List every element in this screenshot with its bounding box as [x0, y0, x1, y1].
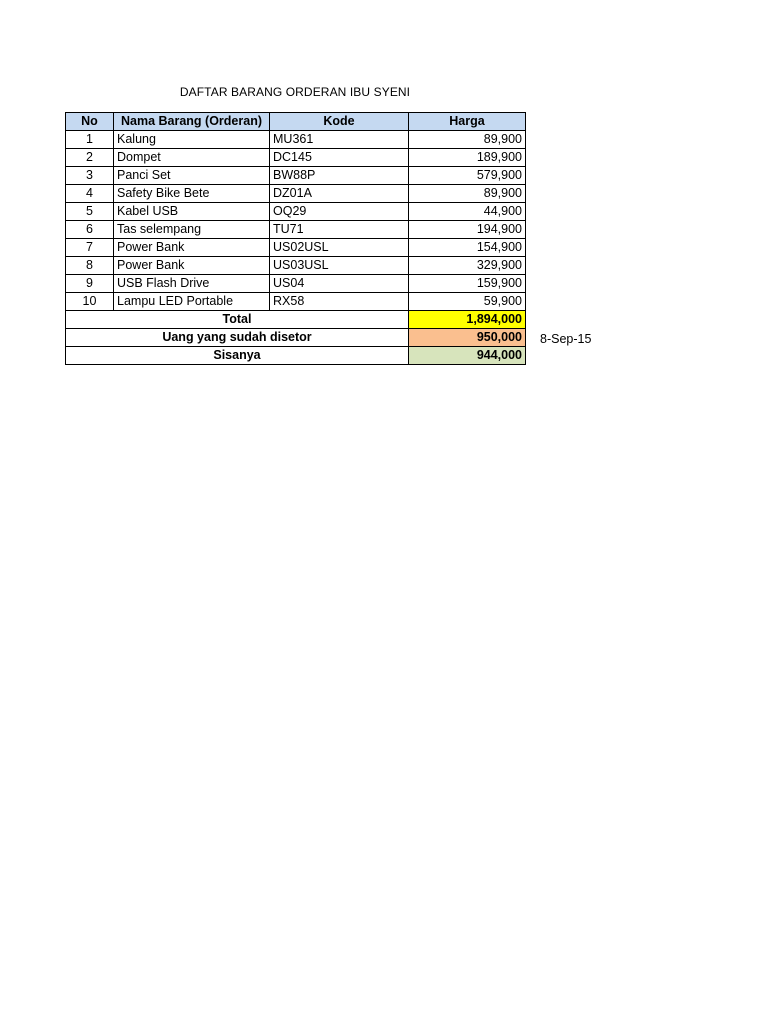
table-row	[66, 149, 526, 167]
cell-price[interactable]: 189,900	[409, 149, 526, 167]
cell-no[interactable]: 3	[66, 167, 114, 185]
cell-name[interactable]: Kalung	[114, 131, 270, 149]
cell-price[interactable]: 89,900	[409, 185, 526, 203]
cell-no[interactable]: 10	[66, 293, 114, 311]
cell-name[interactable]: Tas selempang	[114, 221, 270, 239]
cell-code[interactable]: BW88P	[270, 167, 409, 185]
table-row	[66, 185, 526, 203]
cell-name[interactable]: Power Bank	[114, 239, 270, 257]
cell-name[interactable]: Safety Bike Bete	[114, 185, 270, 203]
cell-price[interactable]: 329,900	[409, 257, 526, 275]
cell-price[interactable]: 579,900	[409, 167, 526, 185]
cell-no[interactable]: 4	[66, 185, 114, 203]
header-name[interactable]: Nama Barang (Orderan)	[114, 113, 270, 131]
total-value[interactable]: 1,894,000	[409, 311, 526, 329]
cell-name[interactable]: Panci Set	[114, 167, 270, 185]
cell-no[interactable]: 1	[66, 131, 114, 149]
table-row	[66, 257, 526, 275]
table-row	[66, 221, 526, 239]
header-row	[66, 113, 526, 131]
rest-label[interactable]: Sisanya	[66, 347, 409, 365]
sheet-title: DAFTAR BARANG ORDERAN IBU SYENI	[179, 85, 411, 99]
cell-code[interactable]: US02USL	[270, 239, 409, 257]
cell-name[interactable]: Dompet	[114, 149, 270, 167]
cell-price[interactable]: 194,900	[409, 221, 526, 239]
rest-row	[66, 347, 526, 365]
paid-row	[66, 329, 526, 347]
cell-name[interactable]: Lampu LED Portable	[114, 293, 270, 311]
cell-price[interactable]: 159,900	[409, 275, 526, 293]
paid-date[interactable]: 8-Sep-15	[540, 332, 592, 346]
cell-code[interactable]: RX58	[270, 293, 409, 311]
paid-value[interactable]: 950,000	[409, 329, 526, 347]
paid-label[interactable]: Uang yang sudah disetor	[66, 329, 409, 347]
table-row	[66, 167, 526, 185]
cell-no[interactable]: 2	[66, 149, 114, 167]
header-price[interactable]: Harga	[409, 113, 526, 131]
cell-code[interactable]: US04	[270, 275, 409, 293]
cell-no[interactable]: 6	[66, 221, 114, 239]
cell-price[interactable]: 59,900	[409, 293, 526, 311]
table-row	[66, 293, 526, 311]
cell-price[interactable]: 44,900	[409, 203, 526, 221]
order-table	[65, 112, 526, 365]
cell-code[interactable]: MU361	[270, 131, 409, 149]
cell-no[interactable]: 7	[66, 239, 114, 257]
cell-code[interactable]: DC145	[270, 149, 409, 167]
table-row	[66, 203, 526, 221]
table-row	[66, 239, 526, 257]
cell-code[interactable]: OQ29	[270, 203, 409, 221]
cell-price[interactable]: 154,900	[409, 239, 526, 257]
header-code[interactable]: Kode	[270, 113, 409, 131]
cell-code[interactable]: US03USL	[270, 257, 409, 275]
total-label[interactable]: Total	[66, 311, 409, 329]
cell-name[interactable]: Power Bank	[114, 257, 270, 275]
cell-name[interactable]: Kabel USB	[114, 203, 270, 221]
cell-no[interactable]: 9	[66, 275, 114, 293]
rest-value[interactable]: 944,000	[409, 347, 526, 365]
header-no[interactable]: No	[66, 113, 114, 131]
cell-no[interactable]: 5	[66, 203, 114, 221]
cell-name[interactable]: USB Flash Drive	[114, 275, 270, 293]
cell-price[interactable]: 89,900	[409, 131, 526, 149]
cell-no[interactable]: 8	[66, 257, 114, 275]
table-row	[66, 275, 526, 293]
cell-code[interactable]: TU71	[270, 221, 409, 239]
total-row	[66, 311, 526, 329]
cell-code[interactable]: DZ01A	[270, 185, 409, 203]
table-row	[66, 131, 526, 149]
